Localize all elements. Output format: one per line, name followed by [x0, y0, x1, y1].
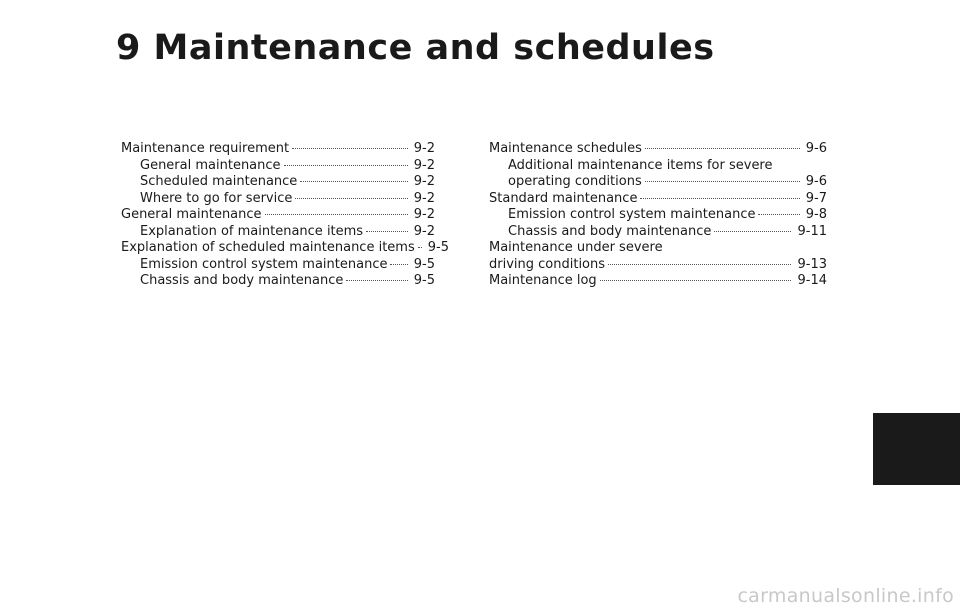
toc-leader-dots: [645, 181, 800, 182]
toc-leader-dots: [418, 247, 422, 248]
toc-left-column: [121, 141, 449, 290]
toc-entry-page: 9-2: [413, 223, 435, 239]
toc-entry-label: Maintenance requirement: [121, 141, 290, 156]
toc-entry-page: 9-13: [797, 256, 827, 272]
toc-entry-page: 9-2: [413, 190, 435, 206]
toc-entry-label: General maintenance: [140, 157, 281, 173]
toc-entry-severe-conditions[interactable]: [489, 257, 827, 274]
toc-entry-page: 9-5: [413, 256, 435, 272]
toc-entry-emission-control-right[interactable]: [489, 207, 827, 224]
toc-entry-page: 9-2: [413, 141, 435, 156]
toc-entry-additional-items[interactable]: [489, 174, 827, 191]
toc-entry-page: 9-2: [413, 157, 435, 173]
toc-entry-label: Chassis and body maintenance: [508, 223, 712, 239]
toc-entry-where-to-go[interactable]: [121, 191, 435, 208]
toc-entry-label: Where to go for service: [140, 190, 293, 206]
toc-entry-label: Chassis and body maintenance: [140, 273, 344, 288]
toc-entry-page: 9-11: [797, 223, 827, 239]
toc-leader-dots: [300, 181, 407, 182]
toc-entry-maintenance-requirement[interactable]: [121, 141, 435, 158]
toc-entry-label: Explanation of maintenance items: [140, 223, 364, 239]
toc-entry-label: Emission control system maintenance: [508, 207, 756, 222]
toc-entry-chassis-body-right[interactable]: [489, 224, 827, 241]
chapter-tab-marker: [873, 413, 960, 485]
watermark-text: carmanualsonline.info: [737, 585, 954, 607]
toc-entry-label: operating conditions: [508, 174, 642, 189]
toc-entry-standard-maintenance[interactable]: [489, 191, 827, 208]
toc-leader-dots: [640, 198, 799, 199]
toc-entry-label: Scheduled maintenance: [140, 174, 298, 189]
toc-leader-dots: [600, 280, 792, 281]
toc-entry-page: 9-2: [413, 174, 435, 189]
toc-entry-page: 9-8: [805, 207, 827, 222]
toc-entry-page: 9-14: [797, 273, 827, 288]
toc-entry-maintenance-schedules[interactable]: [489, 141, 827, 158]
toc-entry-page: 9-2: [413, 207, 435, 222]
toc-entry-label: Standard maintenance: [489, 190, 638, 206]
toc-leader-dots: [346, 280, 407, 281]
toc-entry-page: 9-6: [805, 141, 827, 156]
toc-leader-dots: [284, 165, 408, 166]
toc-entry-label: Explanation of scheduled maintenance items: [121, 240, 415, 255]
toc-entry-general-maintenance-sub[interactable]: [121, 158, 435, 175]
toc-entry-page: 9-5: [413, 273, 435, 288]
toc-leader-dots: [608, 264, 791, 265]
toc-leader-dots: [758, 214, 799, 215]
toc-leader-dots: [366, 231, 408, 232]
toc-entry-explanation-items[interactable]: [121, 224, 435, 241]
toc-entry-label: Emission control system maintenance: [140, 256, 388, 272]
toc-leader-dots: [714, 231, 791, 232]
toc-entry-general-maintenance[interactable]: [121, 207, 435, 224]
toc-entry-severe-conditions-line1[interactable]: Maintenance under severe: [489, 240, 663, 255]
toc-leader-dots: [265, 214, 408, 215]
toc-entry-chassis-body-left[interactable]: [121, 273, 435, 290]
toc-leader-dots: [292, 148, 408, 149]
toc-entry-emission-control-left[interactable]: [121, 257, 435, 274]
toc-entry-scheduled-maintenance[interactable]: [121, 174, 435, 191]
toc-entry-label: General maintenance: [121, 207, 262, 222]
page-title: 9 Maintenance and schedules: [116, 28, 715, 68]
toc-entry-page: 9-6: [805, 174, 827, 189]
toc-leader-dots: [390, 264, 407, 265]
toc-entry-maintenance-log[interactable]: [489, 273, 827, 290]
toc-entry-label: driving conditions: [489, 256, 606, 272]
toc-entry-page: 9-7: [805, 190, 827, 206]
toc-entry-explanation-scheduled[interactable]: [121, 240, 449, 257]
toc-entry-label: Maintenance log: [489, 273, 597, 288]
toc-leader-dots: [645, 148, 800, 149]
toc-right-column: [489, 141, 827, 290]
toc-entry-page: 9-5: [427, 240, 449, 255]
toc-entry-label: Maintenance schedules: [489, 141, 642, 156]
toc-entry-additional-items-line1[interactable]: Additional maintenance items for severe: [508, 157, 773, 173]
toc-leader-dots: [295, 198, 407, 199]
